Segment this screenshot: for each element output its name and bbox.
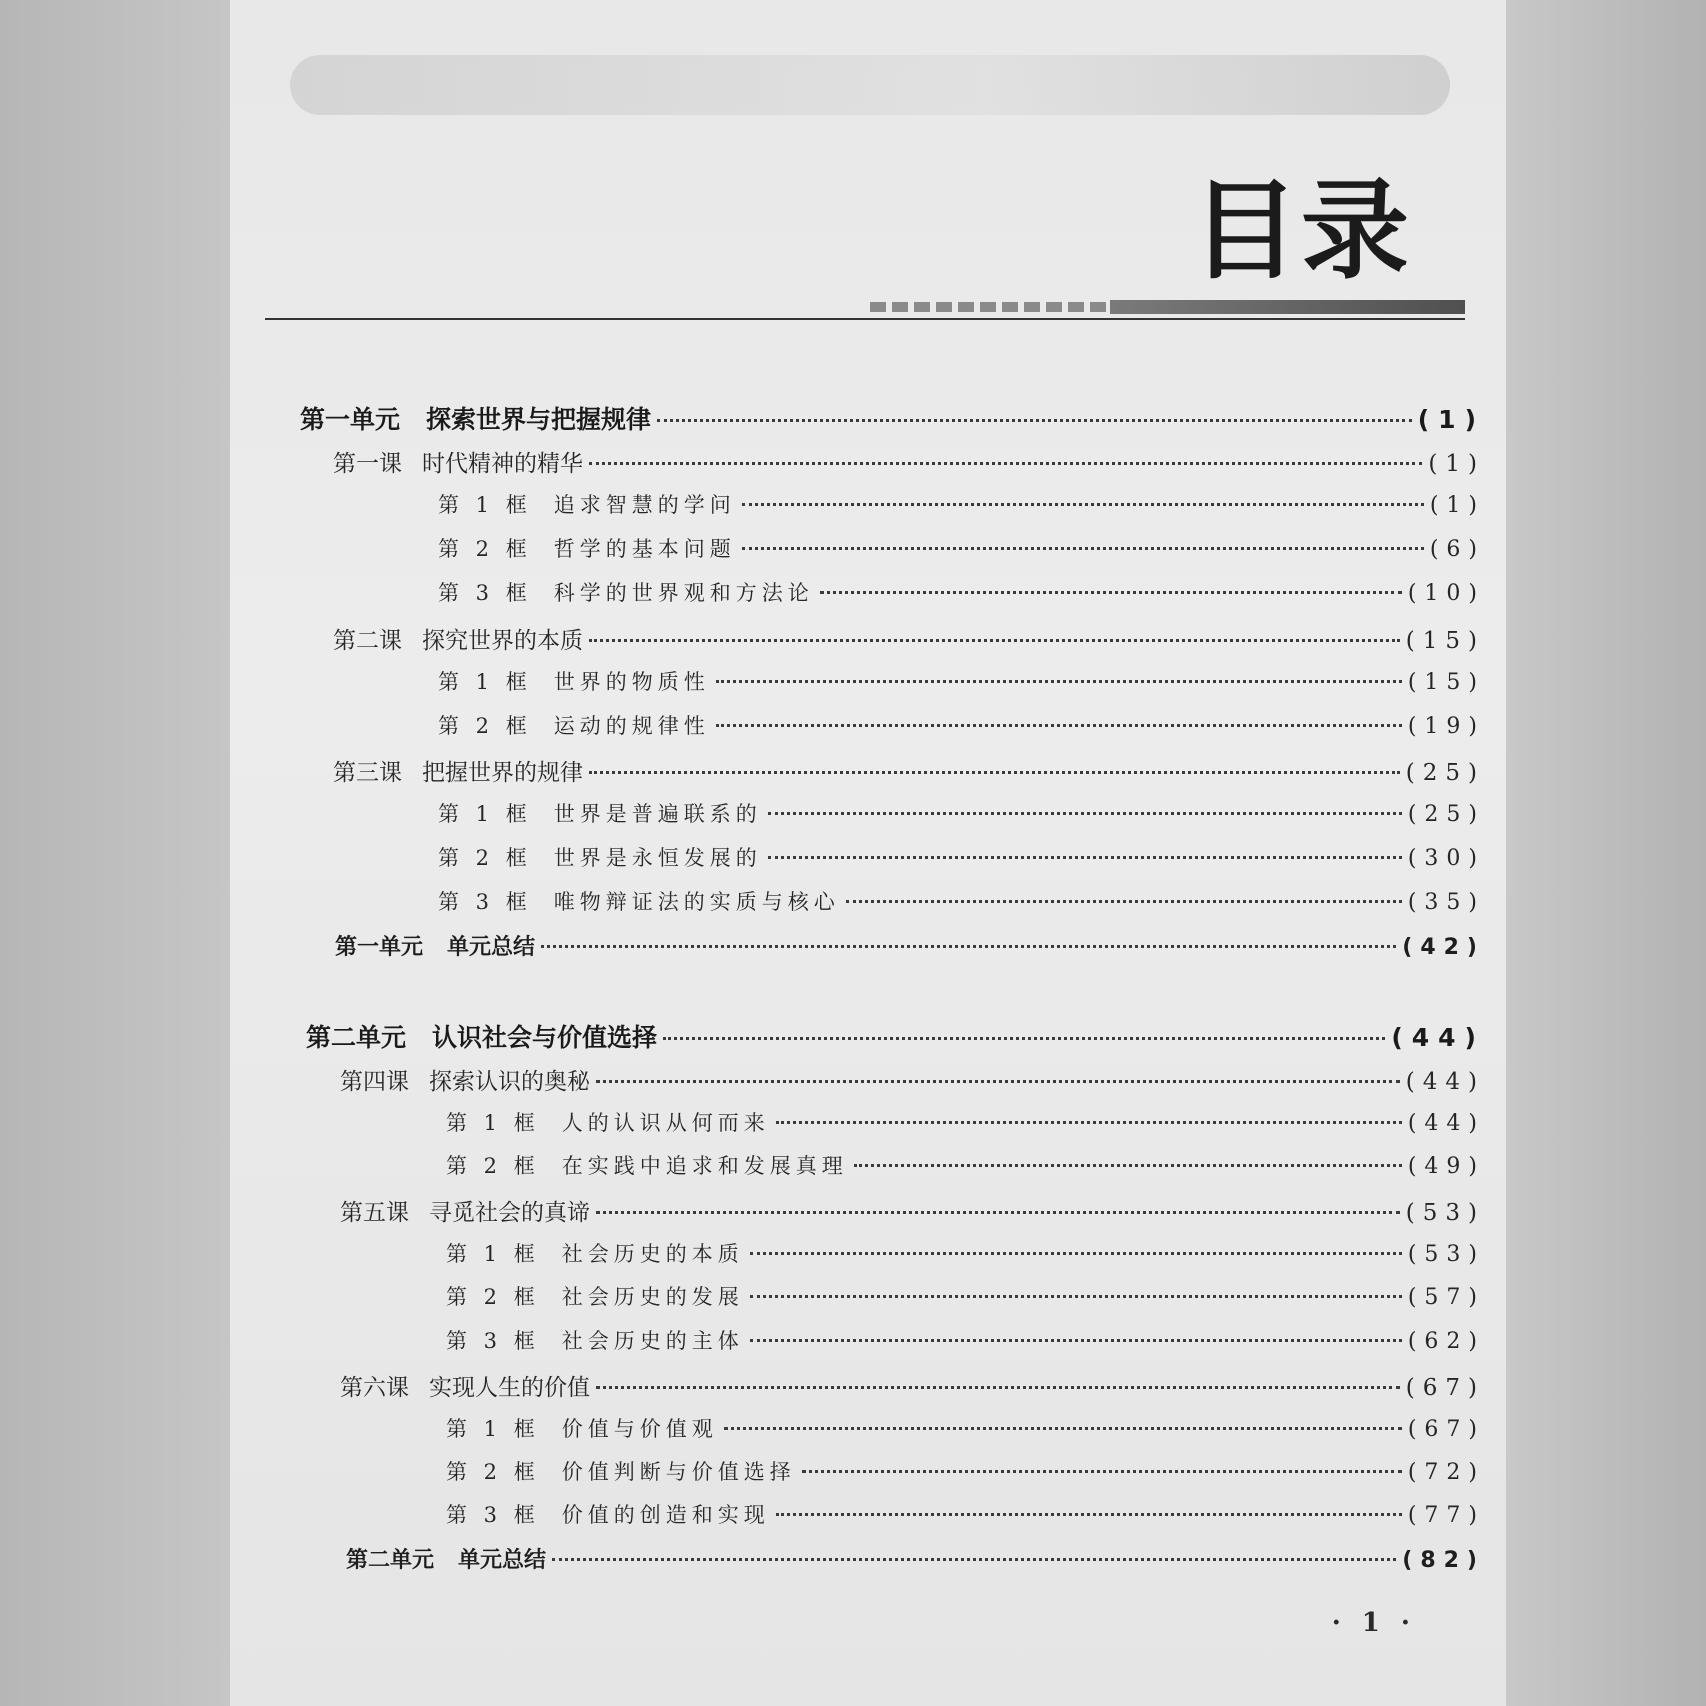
- toc-entry-label: 第三课: [333, 760, 402, 786]
- toc-entry-page: (25): [1405, 760, 1485, 786]
- toc-entry-title: 人的认识从何而来: [561, 1111, 770, 1135]
- dot-leader: [776, 1513, 1402, 1516]
- toc-entry-label: 第五课: [340, 1200, 409, 1226]
- toc-entry-frame: [446, 1281, 1485, 1311]
- toc-entry-page: (15): [1407, 670, 1485, 695]
- toc-entry-lesson: [333, 754, 1485, 787]
- toc-entry-title: 认识社会与价值选择: [432, 1023, 658, 1052]
- header-rule: [265, 318, 1465, 320]
- dot-leader: [750, 1295, 1402, 1298]
- dot-leader: [541, 945, 1396, 948]
- dot-leader: [724, 1427, 1402, 1430]
- toc-entry-page: (35): [1407, 890, 1485, 915]
- toc-entry-page: (72): [1407, 1460, 1485, 1485]
- toc-entry-page: (67): [1405, 1375, 1485, 1401]
- toc-entry-label: 第二单元: [306, 1023, 407, 1052]
- page-title: 目录: [1190, 169, 1411, 294]
- toc-entry-lesson: [340, 1194, 1485, 1227]
- dot-leader: [768, 812, 1402, 815]
- dot-leader: [854, 1164, 1402, 1167]
- toc-entry-label: 第 1 框: [446, 1242, 540, 1266]
- dot-leader: [742, 503, 1424, 506]
- toc-entry-summary: [335, 930, 1485, 961]
- toc-entry-title: 寻觅社会的真谛: [429, 1200, 590, 1226]
- toc-entry-label: 第 1 框: [446, 1417, 540, 1441]
- toc-entry-page: (57): [1407, 1285, 1485, 1310]
- toc-entry-frame: [446, 1499, 1485, 1529]
- dot-leader: [589, 771, 1400, 774]
- toc-entry-label: 第四课: [340, 1069, 409, 1095]
- dot-leader: [589, 639, 1400, 642]
- toc-entry-title: 单元总结: [458, 1548, 547, 1573]
- toc-entry-frame: [446, 1413, 1485, 1443]
- toc-entry-page: (67): [1407, 1417, 1485, 1442]
- toc-entry-page: (25): [1407, 802, 1485, 827]
- toc-entry-page: (53): [1407, 1242, 1485, 1267]
- toc-entry-label: 第 1 框: [446, 1111, 540, 1135]
- toc-entry-label: 第 2 框: [438, 846, 532, 870]
- toc-entry-frame: [438, 489, 1485, 519]
- decorative-squares: [870, 302, 1106, 312]
- dot-leader: [846, 900, 1402, 903]
- dot-leader: [552, 1558, 1396, 1561]
- toc-entry-frame: [446, 1325, 1485, 1355]
- toc-entry-label: 第 3 框: [446, 1329, 540, 1353]
- toc-entry-frame: [438, 666, 1485, 696]
- dot-leader: [750, 1252, 1402, 1255]
- toc-entry-label: 第二单元: [346, 1548, 435, 1573]
- dot-leader: [742, 547, 1424, 550]
- toc-entry-title: 世界是永恒发展的: [553, 846, 762, 870]
- toc-entry-page: (53): [1405, 1200, 1485, 1226]
- toc-entry-title: 世界的物质性: [553, 670, 710, 694]
- toc-entry-title: 社会历史的主体: [561, 1329, 744, 1353]
- toc-entry-label: 第 3 框: [438, 890, 532, 914]
- toc-entry-page: (30): [1407, 846, 1485, 871]
- toc-entry-unit: [306, 1018, 1485, 1054]
- dot-leader: [663, 1037, 1385, 1040]
- toc-entry-title: 价值的创造和实现: [561, 1503, 770, 1527]
- toc-entry-label: 第 2 框: [446, 1460, 540, 1484]
- toc-entry-title: 社会历史的发展: [561, 1285, 744, 1309]
- toc-entry-lesson: [333, 445, 1485, 478]
- toc-entry-frame: [446, 1238, 1485, 1268]
- toc-entry-title: 探究世界的本质: [422, 628, 583, 654]
- toc-entry-page: (1): [1417, 405, 1485, 434]
- backdrop-left: [0, 0, 230, 1706]
- toc-entry-frame: [438, 577, 1485, 607]
- book-page: [230, 0, 1506, 1706]
- toc-entry-frame: [438, 533, 1485, 563]
- dot-leader: [802, 1470, 1402, 1473]
- toc-entry-label: 第二课: [333, 628, 402, 654]
- toc-entry-page: (82): [1402, 1548, 1485, 1573]
- toc-entry-title: 单元总结: [447, 935, 536, 960]
- toc-entry-page: (10): [1407, 581, 1485, 606]
- dot-leader: [750, 1339, 1402, 1342]
- toc-entry-page: (62): [1407, 1329, 1485, 1354]
- dot-leader: [820, 591, 1402, 594]
- dot-leader: [596, 1386, 1400, 1389]
- dot-leader: [776, 1121, 1402, 1124]
- toc-entry-title: 价值判断与价值选择: [561, 1460, 796, 1484]
- toc-entry-page: (1): [1429, 493, 1485, 518]
- toc-entry-title: 价值与价值观: [561, 1417, 718, 1441]
- toc-entry-title: 运动的规律性: [553, 714, 710, 738]
- dot-leader: [589, 462, 1422, 465]
- toc-entry-frame: [446, 1107, 1485, 1137]
- toc-entry-label: 第 2 框: [446, 1154, 540, 1178]
- page-number: · 1 ·: [1331, 1608, 1416, 1638]
- toc-entry-label: 第 3 框: [438, 581, 532, 605]
- toc-entry-page: (44): [1405, 1069, 1485, 1095]
- toc-entry-label: 第 1 框: [438, 493, 532, 517]
- toc-entry-page: (6): [1429, 537, 1485, 562]
- toc-entry-label: 第一单元: [300, 405, 401, 434]
- toc-entry-title: 探索世界与把握规律: [426, 405, 652, 434]
- toc-entry-title: 哲学的基本问题: [553, 537, 736, 561]
- toc-entry-title: 社会历史的本质: [561, 1242, 744, 1266]
- dot-leader: [596, 1080, 1400, 1083]
- toc-entry-title: 唯物辩证法的实质与核心: [553, 890, 840, 914]
- toc-entry-summary: [346, 1543, 1485, 1574]
- toc-entry-frame: [446, 1456, 1485, 1486]
- toc-entry-page: (19): [1407, 714, 1485, 739]
- dot-leader: [596, 1211, 1400, 1214]
- toc-entry-title: 实现人生的价值: [429, 1375, 590, 1401]
- toc-entry-frame: [446, 1150, 1485, 1180]
- decorative-bar: [1110, 300, 1465, 314]
- toc-entry-frame: [438, 842, 1485, 872]
- toc-entry-label: 第 3 框: [446, 1503, 540, 1527]
- toc-entry-label: 第 2 框: [438, 714, 532, 738]
- toc-entry-lesson: [340, 1369, 1485, 1402]
- toc-entry-title: 把握世界的规律: [422, 760, 583, 786]
- toc-entry-title: 时代精神的精华: [422, 451, 583, 477]
- dot-leader: [716, 680, 1402, 683]
- header-band: [290, 55, 1450, 115]
- toc-entry-unit: [300, 400, 1485, 436]
- toc-entry-label: 第 2 框: [438, 537, 532, 561]
- toc-entry-page: (44): [1391, 1023, 1485, 1052]
- toc-entry-lesson: [333, 622, 1485, 655]
- toc-entry-frame: [438, 798, 1485, 828]
- toc-entry-frame: [438, 710, 1485, 740]
- toc-entry-page: (1): [1428, 451, 1485, 477]
- toc-entry-label: 第 2 框: [446, 1285, 540, 1309]
- backdrop-right: [1506, 0, 1706, 1706]
- toc-entry-label: 第 1 框: [438, 670, 532, 694]
- toc-entry-title: 在实践中追求和发展真理: [561, 1154, 848, 1178]
- toc-entry-label: 第一单元: [335, 935, 424, 960]
- toc-entry-label: 第一课: [333, 451, 402, 477]
- toc-entry-title: 探索认识的奥秘: [429, 1069, 590, 1095]
- toc-entry-title: 追求智慧的学问: [553, 493, 736, 517]
- toc-entry-page: (42): [1402, 935, 1485, 960]
- toc-entry-lesson: [340, 1063, 1485, 1096]
- toc-entry-title: 科学的世界观和方法论: [553, 581, 814, 605]
- toc-entry-label: 第六课: [340, 1375, 409, 1401]
- dot-leader: [657, 419, 1412, 422]
- toc-entry-title: 世界是普遍联系的: [553, 802, 762, 826]
- toc-entry-label: 第 1 框: [438, 802, 532, 826]
- toc-entry-page: (49): [1407, 1154, 1485, 1179]
- dot-leader: [768, 856, 1402, 859]
- toc-entry-frame: [438, 886, 1485, 916]
- dot-leader: [716, 724, 1402, 727]
- toc-entry-page: (15): [1405, 628, 1485, 654]
- toc-entry-page: (44): [1407, 1111, 1485, 1136]
- toc-entry-page: (77): [1407, 1503, 1485, 1528]
